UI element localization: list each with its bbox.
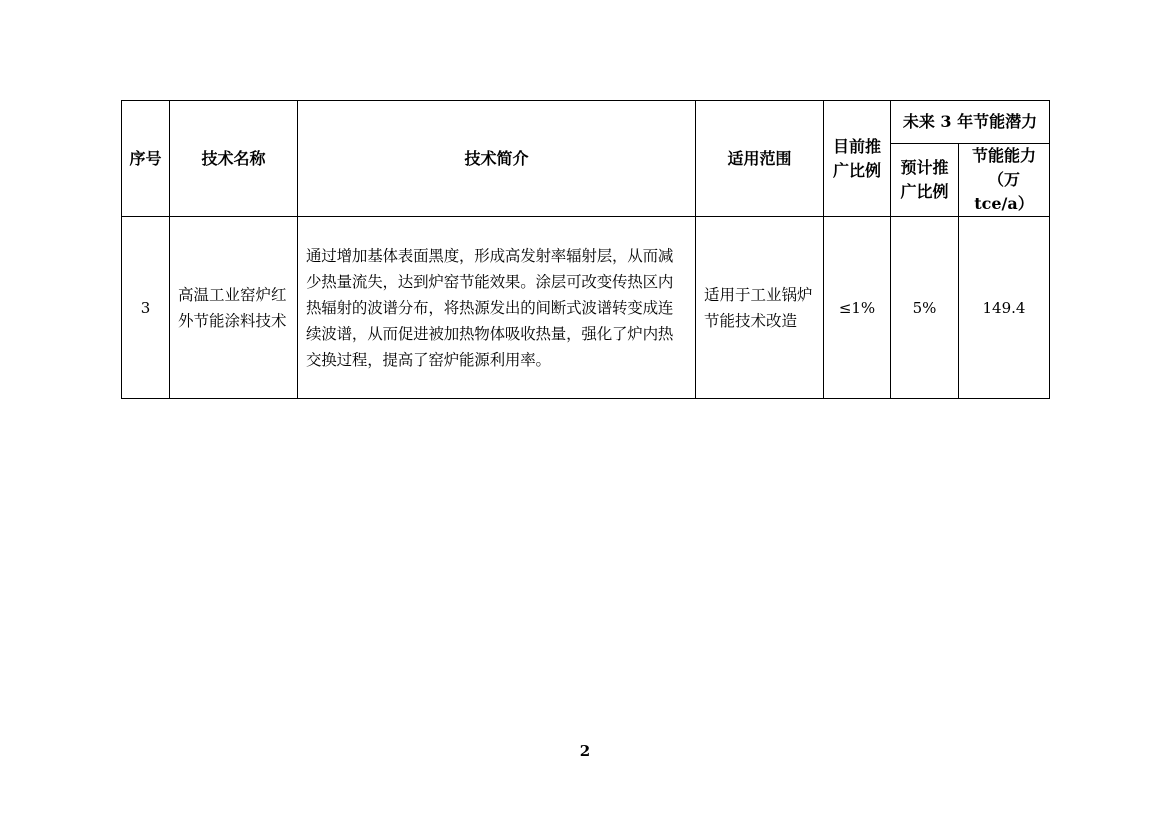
- cell-tech-intro: 通过增加基体表面黑度，形成高发射率辐射层，从而减少热量流失，达到炉窑节能效果。涂层可改变传热区内热辐射的波谱分布，将热源发出的间断式波谱转变成连续波谱，从而促进被加热物体吸收热量，强化了炉内热交换过程，提高了窑炉能源利用率。: [298, 217, 696, 399]
- header-row-1: [122, 101, 1050, 144]
- cell-scope: 适用于工业锅炉节能技术改造: [696, 217, 824, 399]
- table-row: [122, 217, 1050, 399]
- header-tech-intro: 技术简介: [298, 101, 696, 217]
- header-scope: 适用范围: [696, 101, 824, 217]
- cell-capacity: 149.4: [959, 217, 1050, 399]
- cell-expected-ratio: 5%: [891, 217, 959, 399]
- cell-seq: 3: [122, 217, 170, 399]
- header-expected-ratio: 预计推广比例: [891, 144, 959, 217]
- header-current-ratio: 目前推广比例: [824, 101, 891, 217]
- cell-tech-name: 高温工业窑炉红外节能涂料技术: [170, 217, 298, 399]
- header-potential-group: 未来 3 年节能潜力: [891, 101, 1050, 144]
- page-number: 2: [579, 742, 591, 760]
- header-tech-name: 技术名称: [170, 101, 298, 217]
- energy-tech-table: [121, 100, 1050, 399]
- cell-current-ratio: ≤1%: [824, 217, 891, 399]
- header-capacity: 节能能力（万 tce/a）: [959, 144, 1050, 217]
- header-seq: 序号: [122, 101, 170, 217]
